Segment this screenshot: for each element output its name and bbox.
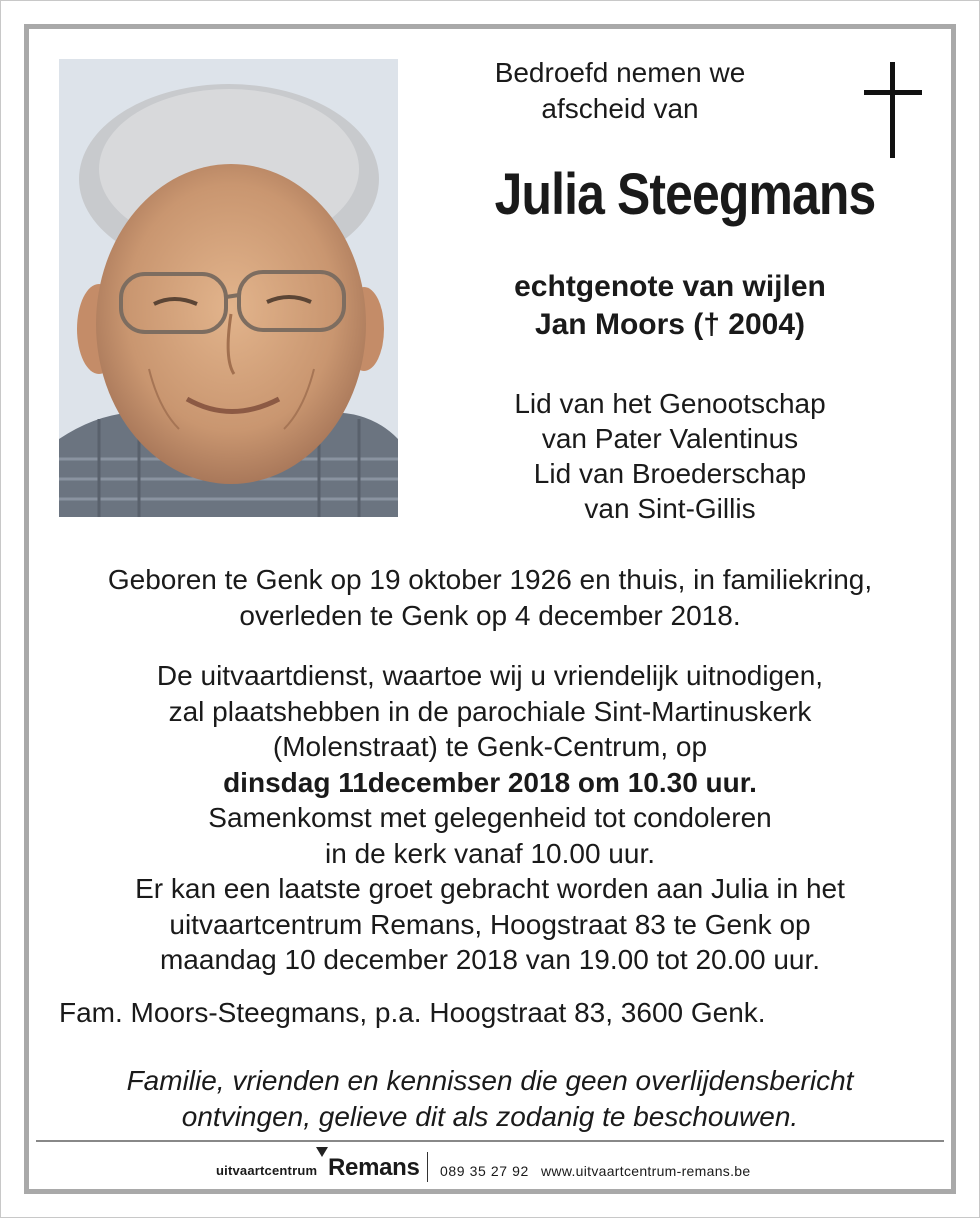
service-line: uitvaartcentrum Remans, Hoogstraat 83 te Genk op (169, 908, 811, 940)
service-line: Samenkomst met gelegenheid tot condoleren (208, 802, 772, 833)
intro-line: afscheid van (541, 93, 699, 124)
notice-text (40, 1063, 940, 1135)
notice-line: ontvingen, gelieve dit als zodanig te beschouwen. (181, 1101, 799, 1132)
membership-line: van Sint-Gillis (584, 493, 756, 524)
intro-line: Bedroefd nemen we (494, 57, 746, 88)
service-text (40, 658, 940, 978)
service-line: Er kan een laatste groet gebracht worden aan Julia in het (135, 873, 845, 904)
membership-line: Lid van het Genootschap (514, 388, 826, 419)
service-line: zal plaatshebben in de parochiale Sint-Martinuskerk (168, 695, 812, 727)
brand-prefix: uitvaartcentrum (216, 1163, 318, 1178)
service-date: dinsdag 11december 2018 om 10.30 uur. (223, 766, 757, 798)
deceased-name: Julia Steegmans (494, 162, 876, 227)
cross-icon (864, 62, 922, 158)
family-address: Fam. Moors-Steegmans, p.a. Hoogstraat 83, 3600 Genk. (59, 997, 766, 1028)
phone-number: 089 35 27 92 (440, 1163, 529, 1179)
memberships (440, 386, 900, 526)
service-line: maandag 10 december 2018 van 19.00 tot 20.00 uur. (159, 944, 821, 975)
service-line: (Molenstraat) te Genk-Centrum, op (272, 731, 708, 762)
intro-text (450, 55, 790, 127)
birth-death-text (40, 562, 940, 633)
spouse-line: echtgenote van wijlen (514, 270, 826, 303)
spouse-info (440, 268, 900, 344)
website-link[interactable]: www.uitvaartcentrum-remans.be (541, 1163, 751, 1179)
service-line: De uitvaartdienst, waartoe wij u vriendelijk uitnodigen, (156, 660, 824, 691)
footer-divider (36, 1140, 944, 1142)
portrait-photo (59, 59, 398, 517)
birth-line: Geboren te Genk op 19 oktober 1926 en thuis, in familiekring, (107, 564, 873, 595)
death-line: overleden te Genk op 4 december 2018. (239, 599, 741, 631)
spouse-line: Jan Moors († 2004) (534, 308, 806, 341)
portrait-illustration (59, 59, 398, 517)
brand-name: Remans (328, 1154, 420, 1181)
triangle-marker-icon (316, 1147, 328, 1157)
footer-separator (427, 1152, 428, 1182)
membership-line: van Pater Valentinus (541, 423, 799, 454)
membership-line: Lid van Broederschap (533, 458, 807, 489)
service-line: in de kerk vanaf 10.00 uur. (325, 837, 655, 869)
notice-line: Familie, vrienden en kennissen die geen overlijdensbericht (126, 1065, 854, 1096)
